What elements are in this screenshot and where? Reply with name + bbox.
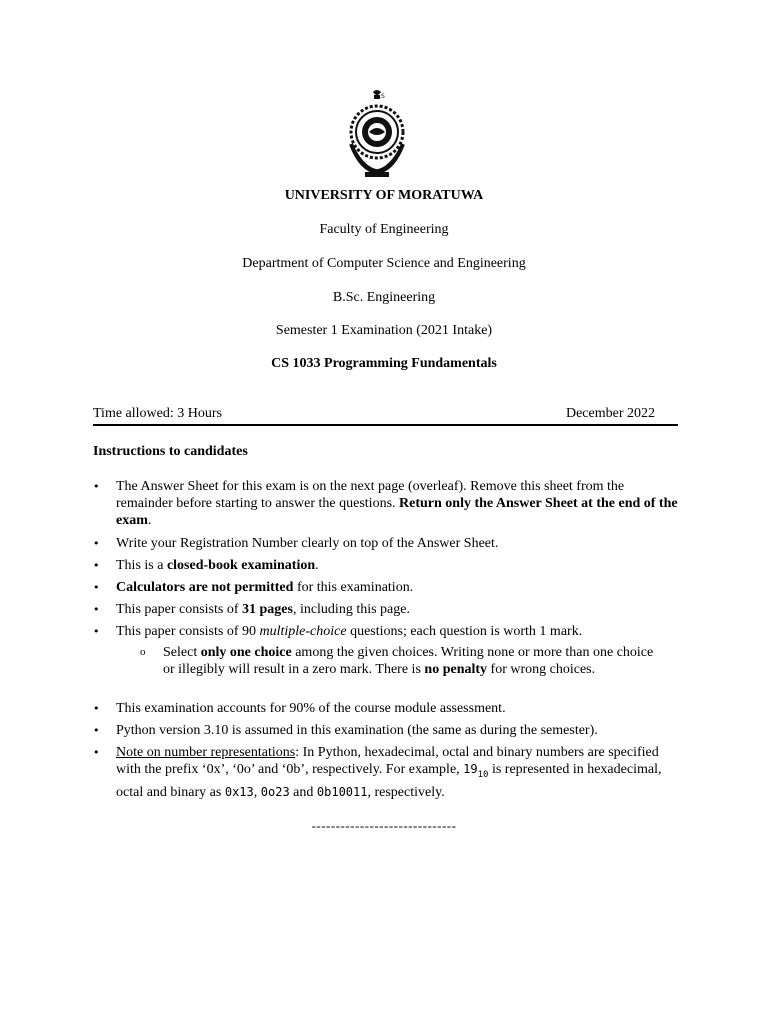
bullet-icon: • [93,746,100,759]
circle-bullet-icon: o [140,646,146,658]
instruction-item: • Calculators are not permitted for this examination. [93,580,414,595]
degree-name: B.Sc. Engineering [332,290,436,305]
department-name: Department of Computer Science and Engineering [242,256,526,271]
time-allowed: Time allowed: 3 Hours [93,406,222,421]
bullet-icon: • [93,702,100,715]
bullet-icon: • [93,603,100,616]
time-date-row [93,406,655,422]
sub-instruction-item: o Select only one choice among the given choices. Writing none or more than one choice or illegibly will result in a zero mark. There is no penalty for wrong choices. [140,645,654,677]
end-separator: ------------------------------ [311,818,457,833]
course-title: CS 1033 Programming Fundamentals [271,356,497,371]
exam-date: December 2022 [565,406,655,421]
bullet-icon: • [93,724,100,737]
instruction-item: • This paper consists of 31 pages, including this page. [93,602,410,617]
instruction-item: • This examination accounts for 90% of the course module assessment. [93,701,506,716]
instruction-item: • The Answer Sheet for this exam is on the next page (overleaf). Remove this sheet from the remainder before starting to answer the questions. Return only the Answer Sheet at the end of the exam. [93,479,678,528]
university-name: UNIVERSITY OF MORATUWA [284,188,484,203]
bullet-icon: • [93,625,100,638]
instruction-item: • Note on number representations: In Python, hexadecimal, octal and binary numbers are specified with the prefix ‘0x’, ‘0o’ and ‘0b’, respectively. For example, $19_{10}$ is represented in hexadecimal, octal and binary as 0x13, 0o23 and 0b10011, respectively. [93,745,662,800]
faculty-name: Faculty of Engineering [319,222,449,237]
instruction-item: • Python version 3.10 is assumed in this examination (the same as during the semester). [93,723,598,738]
instruction-item: • Write your Registration Number clearly on top of the Answer Sheet. [93,536,499,551]
instructions-heading: Instructions to candidates [93,444,248,459]
svg-text:S: S [381,93,385,100]
bullet-icon: • [93,537,100,550]
bullet-icon: • [93,559,100,572]
university-crest-icon [343,86,411,182]
bullet-icon: • [93,480,100,493]
instruction-item: • This paper consists of 90 multiple-choice questions; each question is worth 1 mark. [93,624,583,639]
divider [93,424,678,426]
instruction-item: • This is a closed-book examination. [93,558,319,573]
exam-name: Semester 1 Examination (2021 Intake) [275,323,493,338]
bullet-icon: • [93,581,100,594]
